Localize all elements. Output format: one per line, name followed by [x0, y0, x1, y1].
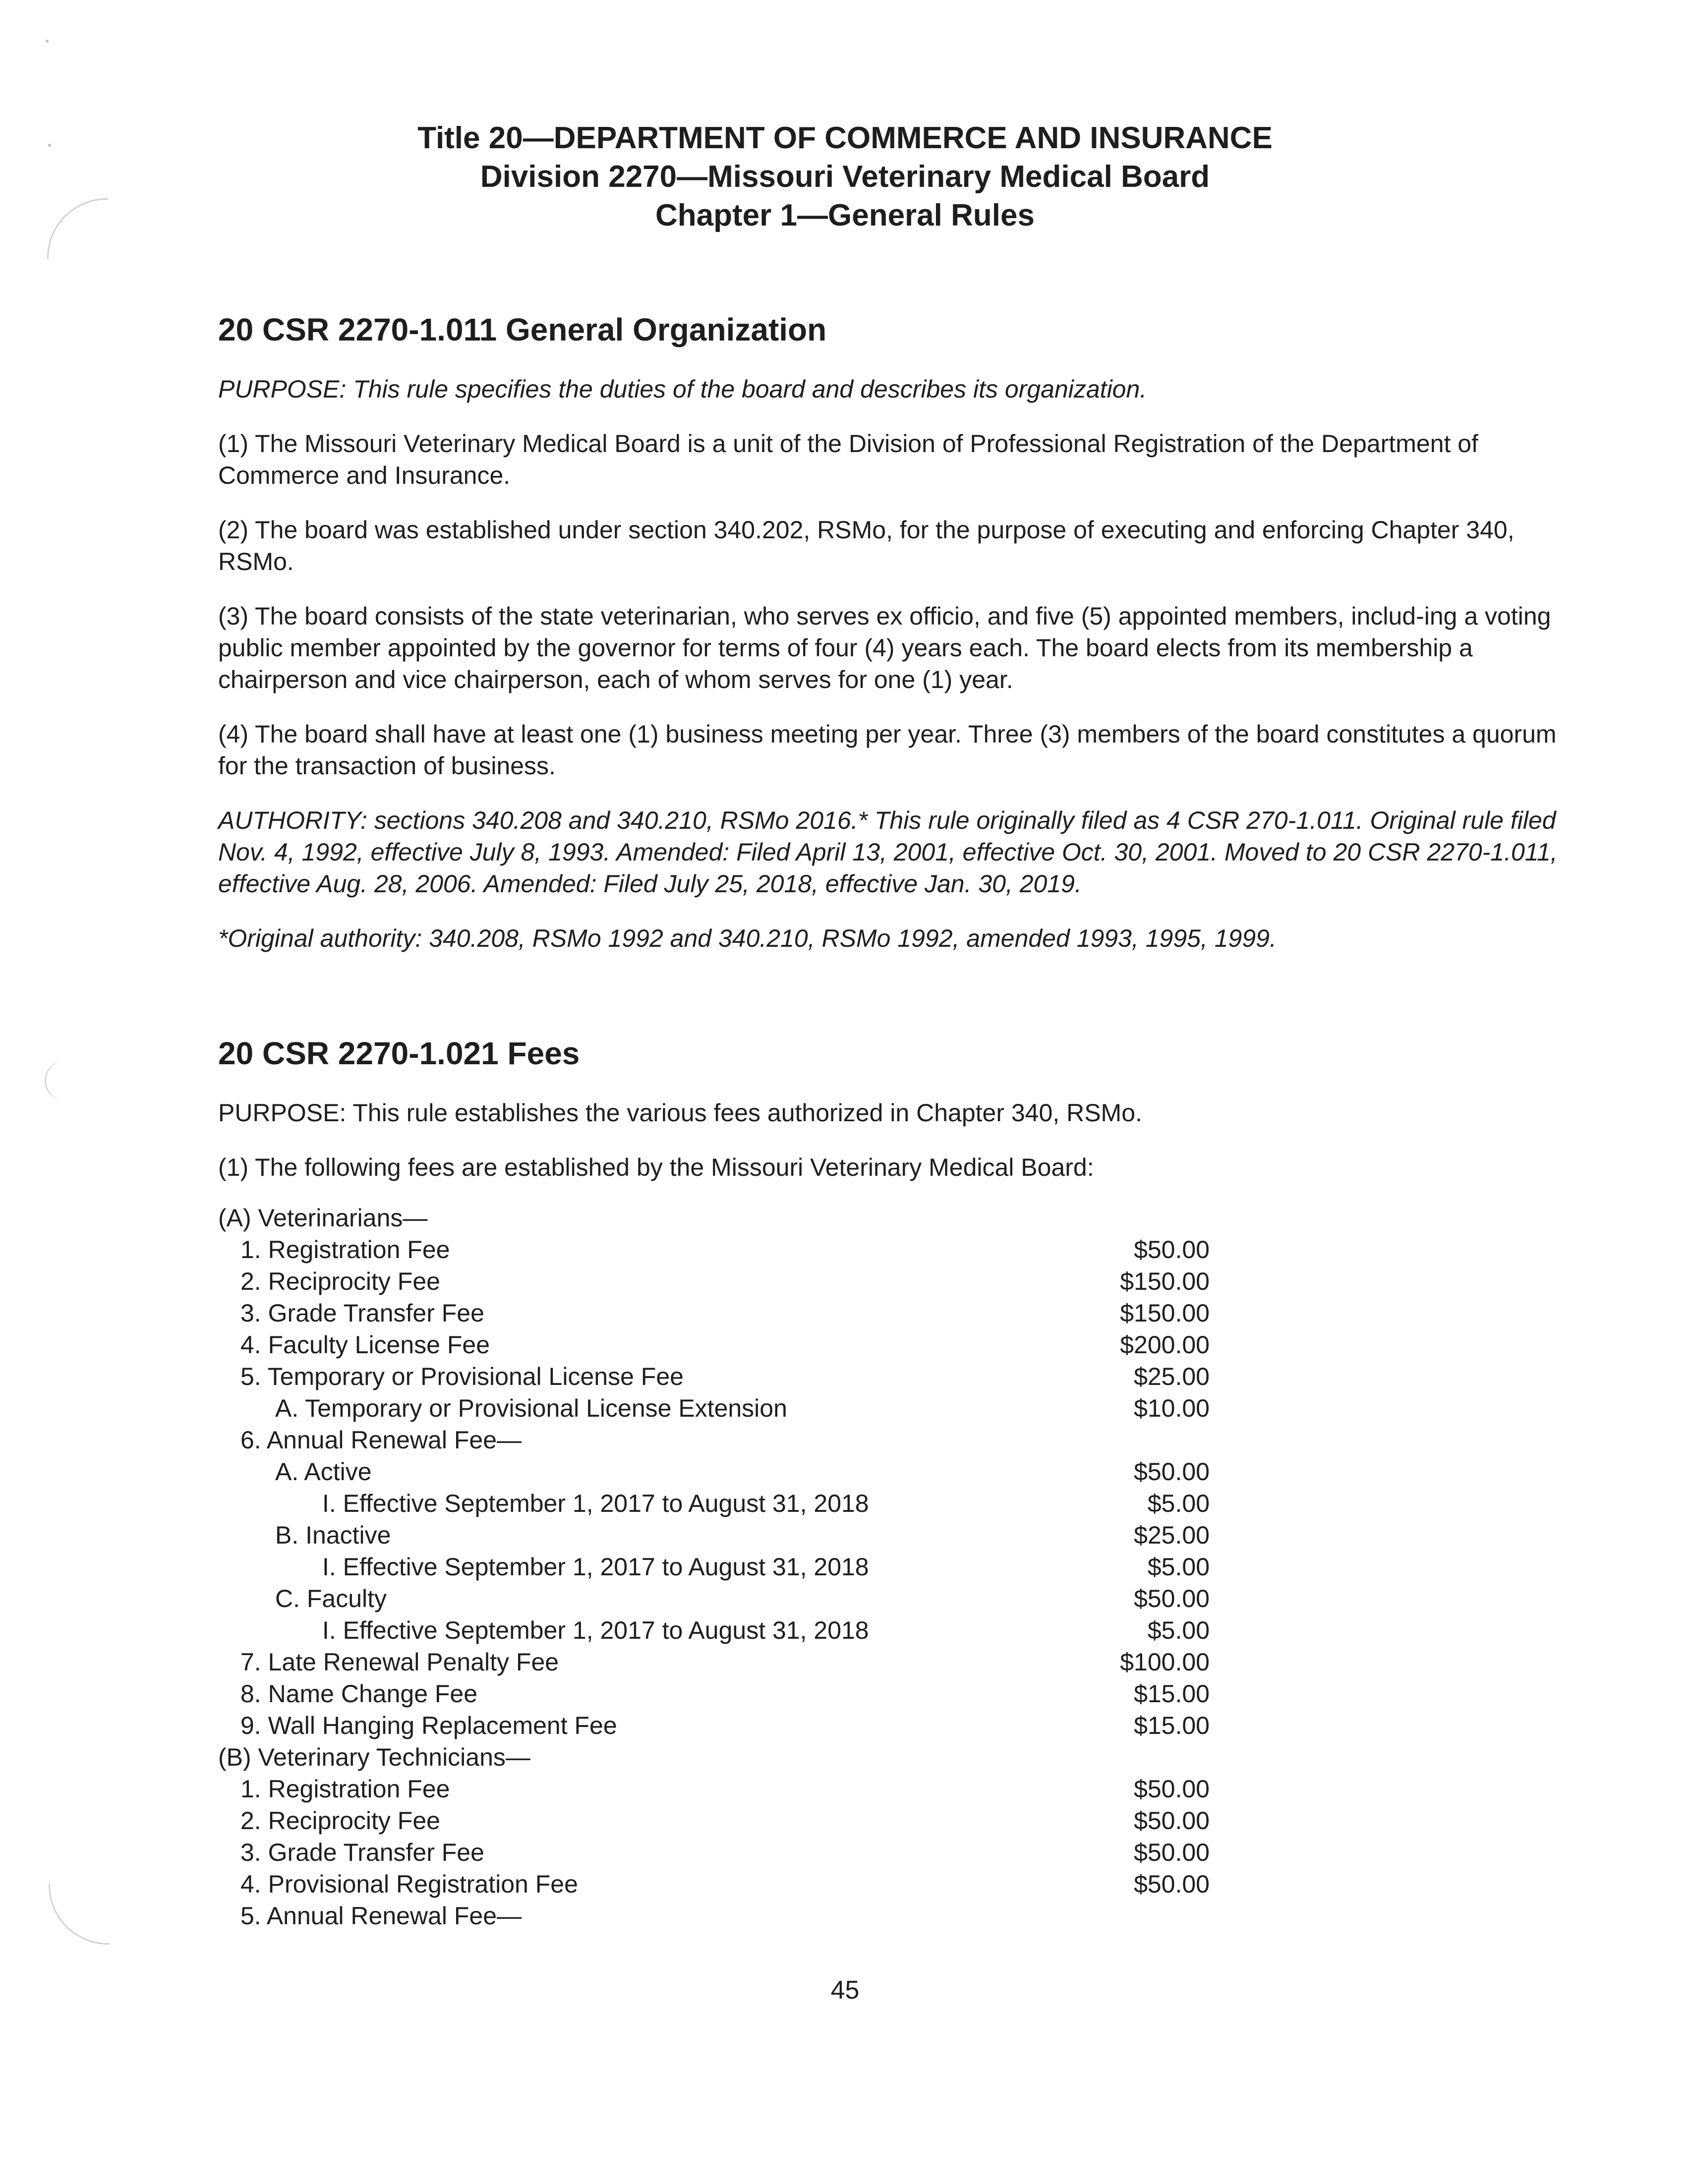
rule-021-intro: (1) The following fees are established by the Missouri Veterinary Medical Board:: [218, 1153, 1094, 1181]
fee-label: 1. Registration Fee: [240, 1236, 450, 1264]
fee-label: (A) Veterinarians—: [218, 1204, 428, 1232]
dot-leader: [483, 1693, 1091, 1703]
fee-amount: $50.00: [1134, 1236, 1210, 1264]
dot-leader: [496, 1344, 1091, 1354]
fee-row: [218, 1456, 1210, 1488]
fee-row: [218, 1583, 1210, 1614]
fee-label: 2. Reciprocity Fee: [240, 1267, 440, 1295]
fee-row: [218, 1424, 1210, 1456]
fee-label: B. Inactive: [275, 1521, 391, 1549]
fee-row: [218, 1361, 1210, 1392]
fee-row: [218, 1488, 1210, 1519]
dot-leader: [393, 1598, 1091, 1608]
dot-leader: [584, 1883, 1091, 1893]
fee-row: [218, 1868, 1210, 1900]
dot-leader: [875, 1629, 1091, 1639]
fee-label: 5. Annual Renewal Fee—: [240, 1902, 522, 1930]
fee-row: [218, 1297, 1210, 1329]
fee-amount: $25.00: [1134, 1363, 1210, 1390]
fee-row: [218, 1519, 1210, 1551]
dot-leader: [623, 1724, 1091, 1734]
fee-label: 1. Registration Fee: [240, 1775, 450, 1803]
dot-leader: [565, 1661, 1091, 1671]
rule-021-section: [218, 1034, 1567, 1183]
fee-label: A. Temporary or Provisional License Extension: [275, 1394, 787, 1422]
fee-label: I. Effective September 1, 2017 to August 31, 2018: [322, 1616, 869, 1644]
rule-011-original-authority: *Original authority: 340.208, RSMo 1992 and 340.210, RSMo 1992, amended 1993, 1995, 1999.: [218, 924, 1277, 952]
fee-row: [218, 1202, 1210, 1234]
fee-amount: $200.00: [1120, 1331, 1210, 1359]
fee-schedule: [218, 1202, 1210, 1932]
dot-leader: [456, 1249, 1091, 1259]
fee-row: [218, 1710, 1210, 1741]
fee-label: (B) Veterinary Technicians—: [218, 1743, 530, 1771]
chapter-line: Chapter 1—General Rules: [655, 198, 1035, 232]
rule-011-heading: 20 CSR 2270-1.011 General Organization: [218, 312, 827, 347]
page-number: 45: [830, 1976, 860, 2005]
fee-amount: $15.00: [1134, 1712, 1210, 1739]
fee-amount: $50.00: [1134, 1839, 1210, 1866]
fee-row: [218, 1265, 1210, 1297]
dot-leader: [490, 1312, 1091, 1322]
rule-011-section: [218, 310, 1567, 954]
fee-row: [218, 1741, 1210, 1773]
fee-label: 6. Annual Renewal Fee—: [240, 1426, 522, 1454]
fee-label: A. Active: [275, 1458, 372, 1486]
fee-amount: $10.00: [1134, 1394, 1210, 1422]
fee-amount: $50.00: [1134, 1807, 1210, 1835]
scan-speck: [46, 40, 49, 43]
fee-amount: $50.00: [1134, 1585, 1210, 1612]
rule-011-paragraph-3: (3) The board consists of the state veterinarian, who serves ex officio, and five (5) appointed members, includ-ing a voting public member appointed by the governor for terms of four (4) years each. The board elects from its membership a chairperson and vice chairperson, each of whom serves for one (1) year.: [218, 602, 1551, 693]
dot-leader: [456, 1788, 1091, 1798]
fee-amount: $50.00: [1134, 1458, 1210, 1486]
fee-amount: $25.00: [1134, 1521, 1210, 1549]
rule-021-purpose: PURPOSE: This rule establishes the various fees authorized in Chapter 340, RSMo.: [218, 1099, 1142, 1127]
fee-label: 4. Faculty License Fee: [240, 1331, 490, 1359]
fee-label: 3. Grade Transfer Fee: [240, 1299, 484, 1327]
fee-row: [218, 1234, 1210, 1265]
fee-row: [218, 1900, 1210, 1932]
dot-leader: [490, 1851, 1091, 1861]
fee-label: 9. Wall Hanging Replacement Fee: [240, 1712, 617, 1739]
fee-amount: $5.00: [1147, 1553, 1210, 1581]
fee-row: [218, 1392, 1210, 1424]
dot-leader: [378, 1471, 1091, 1481]
fee-label: 2. Reciprocity Fee: [240, 1807, 440, 1835]
fee-amount: $150.00: [1120, 1267, 1210, 1295]
fee-amount: $100.00: [1120, 1648, 1210, 1676]
fee-amount: $50.00: [1134, 1775, 1210, 1803]
division-line: Division 2270—Missouri Veterinary Medical Board: [480, 160, 1210, 194]
fee-label: C. Faculty: [275, 1585, 387, 1612]
fee-label: I. Effective September 1, 2017 to August 31, 2018: [322, 1490, 869, 1517]
fee-label: 4. Provisional Registration Fee: [240, 1870, 578, 1898]
binder-hole-mark-middle: [45, 1061, 66, 1100]
fee-row: [218, 1646, 1210, 1678]
fee-row: [218, 1837, 1210, 1868]
fee-row: [218, 1329, 1210, 1361]
binder-hole-mark-bottom: [49, 1884, 110, 1945]
document-header: [0, 119, 1690, 235]
fee-amount: $5.00: [1147, 1490, 1210, 1517]
rule-011-paragraph-1: (1) The Missouri Veterinary Medical Board is a unit of the Division of Professional Registration of the Department of Commerce and Insurance.: [218, 430, 1478, 489]
fee-label: 7. Late Renewal Penalty Fee: [240, 1648, 559, 1676]
dot-leader: [446, 1820, 1091, 1830]
rule-011-paragraph-2: (2) The board was established under section 340.202, RSMo, for the purpose of executing and enforcing Chapter 340, RSMo.: [218, 516, 1515, 575]
dot-leader: [690, 1376, 1091, 1385]
fee-label: 5. Temporary or Provisional License Fee: [240, 1363, 684, 1390]
fee-row: [218, 1551, 1210, 1583]
fee-amount: $50.00: [1134, 1870, 1210, 1898]
fee-row: [218, 1805, 1210, 1837]
rule-021-heading: 20 CSR 2270-1.021 Fees: [218, 1035, 580, 1071]
fee-label: 8. Name Change Fee: [240, 1680, 478, 1708]
fee-label: I. Effective September 1, 2017 to August 31, 2018: [322, 1553, 869, 1581]
rule-011-authority: AUTHORITY: sections 340.208 and 340.210, RSMo 2016.* This rule originally filed as 4 CSR 270-1.011. Original rule filed Nov. 4, 1992, effective July 8, 1993. Amended: Filed April 13, 2001, effective Oct. 30, 2001. Moved to 20 CSR 2270-1.011, effective Aug. 28, 2006. Amended: Filed July 25, 2018, effective Jan. 30, 2019.: [218, 806, 1558, 898]
title-line: Title 20—DEPARTMENT OF COMMERCE AND INSURANCE: [417, 121, 1273, 155]
fee-row: [218, 1773, 1210, 1805]
fee-row: [218, 1678, 1210, 1710]
fee-amount: $150.00: [1120, 1299, 1210, 1327]
dot-leader: [875, 1502, 1091, 1512]
dot-leader: [793, 1407, 1091, 1417]
rule-011-paragraph-4: (4) The board shall have at least one (1) business meeting per year. Three (3) members of the board constitutes a quorum for the transaction of business.: [218, 720, 1557, 780]
rule-011-purpose: PURPOSE: This rule specifies the duties of the board and describes its organization.: [218, 375, 1147, 403]
fee-label: 3. Grade Transfer Fee: [240, 1839, 484, 1866]
dot-leader: [875, 1566, 1091, 1576]
fee-amount: $5.00: [1147, 1616, 1210, 1644]
fee-amount: $15.00: [1134, 1680, 1210, 1708]
fee-row: [218, 1614, 1210, 1646]
dot-leader: [446, 1280, 1091, 1290]
dot-leader: [397, 1534, 1091, 1544]
